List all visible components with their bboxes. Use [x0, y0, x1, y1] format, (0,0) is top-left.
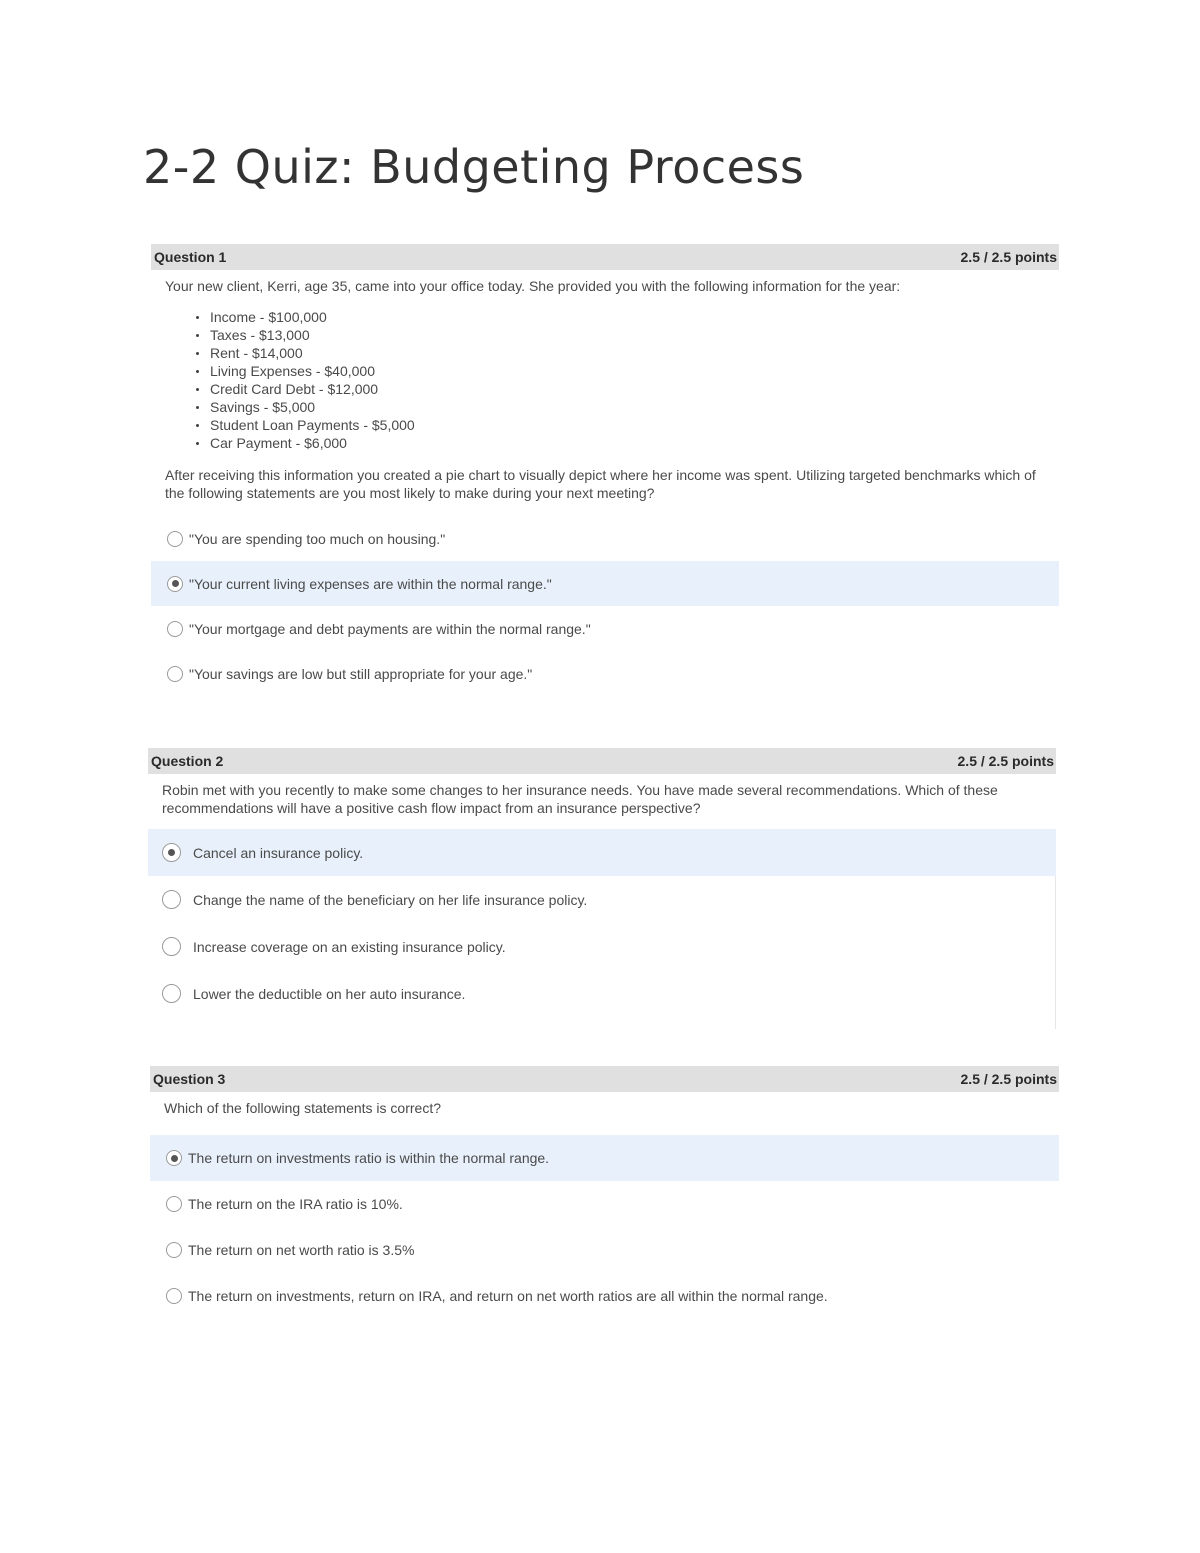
- answer-option[interactable]: [150, 1227, 1059, 1273]
- answer-option[interactable]: [148, 876, 1055, 923]
- radio-button[interactable]: [166, 1196, 182, 1212]
- radio-button[interactable]: [162, 937, 181, 956]
- radio-button[interactable]: [162, 890, 181, 909]
- question-label: Question 1: [154, 249, 227, 265]
- answer-option[interactable]: [151, 606, 1059, 651]
- answer-label: Lower the deductible on her auto insurance.: [193, 985, 466, 1002]
- answer-options: [150, 1135, 1059, 1319]
- radio-button[interactable]: [167, 621, 183, 637]
- answer-label: "Your savings are low but still appropriate for your age.": [189, 665, 533, 682]
- radio-button[interactable]: [166, 1150, 182, 1166]
- question-header: [148, 748, 1056, 774]
- list-item: Savings - $5,000: [196, 398, 1059, 416]
- radio-button[interactable]: [167, 576, 183, 592]
- radio-button[interactable]: [166, 1242, 182, 1258]
- answer-option[interactable]: [151, 561, 1059, 606]
- answer-option[interactable]: [151, 516, 1059, 561]
- question-prompt: Robin met with you recently to make some changes to her insurance needs. You have made several recommendations. Which of these recommendations will have a positive cash flow impact from an insurance perspective?: [162, 782, 998, 816]
- question-body: [148, 774, 1056, 1029]
- question-prompt: Which of the following statements is correct?: [164, 1100, 442, 1116]
- answer-label: "You are spending too much on housing.": [189, 530, 446, 547]
- answer-option[interactable]: [148, 970, 1055, 1017]
- list-item: Taxes - $13,000: [196, 326, 1059, 344]
- answer-option[interactable]: [150, 1181, 1059, 1227]
- list-item: Rent - $14,000: [196, 344, 1059, 362]
- question-followup: After receiving this information you created a pie chart to visually depict where her income was spent. Utilizing targeted benchmarks which of the following statements are you most likely to make during your next meeting?: [165, 467, 1036, 501]
- question-prompt: Your new client, Kerri, age 35, came into your office today. She provided you with the following information for the year:: [165, 278, 901, 294]
- radio-dot: [171, 1155, 178, 1162]
- answer-label: The return on investments ratio is within the normal range.: [188, 1150, 550, 1166]
- answer-label: The return on investments, return on IRA, and return on net worth ratios are all within the normal range.: [188, 1288, 828, 1304]
- question-1: [151, 244, 1059, 696]
- question-header: [151, 244, 1059, 270]
- question-body: [151, 270, 1059, 696]
- list-item: Student Loan Payments - $5,000: [196, 416, 1059, 434]
- radio-button[interactable]: [162, 843, 181, 862]
- answer-label: "Your mortgage and debt payments are within the normal range.": [189, 620, 591, 637]
- answer-options: [148, 829, 1056, 1029]
- question-2: [148, 748, 1056, 1029]
- answer-option[interactable]: [151, 651, 1059, 696]
- list-item: Car Payment - $6,000: [196, 434, 1059, 452]
- answer-label: Increase coverage on an existing insurance policy.: [193, 938, 506, 955]
- question-points: 2.5 / 2.5 points: [957, 753, 1054, 769]
- answer-options: [151, 516, 1059, 696]
- question-points: 2.5 / 2.5 points: [960, 249, 1057, 265]
- list-item: Living Expenses - $40,000: [196, 362, 1059, 380]
- radio-button[interactable]: [167, 666, 183, 682]
- answer-option[interactable]: [150, 1273, 1059, 1319]
- question-3: [150, 1066, 1059, 1319]
- radio-button[interactable]: [166, 1288, 182, 1304]
- question-body: [150, 1092, 1059, 1319]
- answer-label: Cancel an insurance policy.: [193, 844, 364, 861]
- answer-label: The return on net worth ratio is 3.5%: [188, 1242, 415, 1258]
- question-label: Question 3: [153, 1071, 226, 1087]
- list-item: Income - $100,000: [196, 308, 1059, 326]
- answer-option[interactable]: [148, 829, 1056, 876]
- radio-button[interactable]: [167, 531, 183, 547]
- question-header: [150, 1066, 1059, 1092]
- radio-dot: [168, 849, 175, 856]
- answer-label: Change the name of the beneficiary on her life insurance policy.: [193, 891, 588, 908]
- answer-label: The return on the IRA ratio is 10%.: [188, 1196, 403, 1212]
- answer-label: "Your current living expenses are within the normal range.": [189, 575, 552, 592]
- budget-item-list: [151, 308, 1059, 452]
- question-label: Question 2: [151, 753, 224, 769]
- question-points: 2.5 / 2.5 points: [960, 1071, 1057, 1087]
- list-item: Credit Card Debt - $12,000: [196, 380, 1059, 398]
- answer-option[interactable]: [148, 923, 1055, 970]
- answer-option[interactable]: [150, 1135, 1059, 1181]
- page-title: 2-2 Quiz: Budgeting Process: [143, 140, 805, 194]
- radio-button[interactable]: [162, 984, 181, 1003]
- radio-dot: [172, 580, 179, 587]
